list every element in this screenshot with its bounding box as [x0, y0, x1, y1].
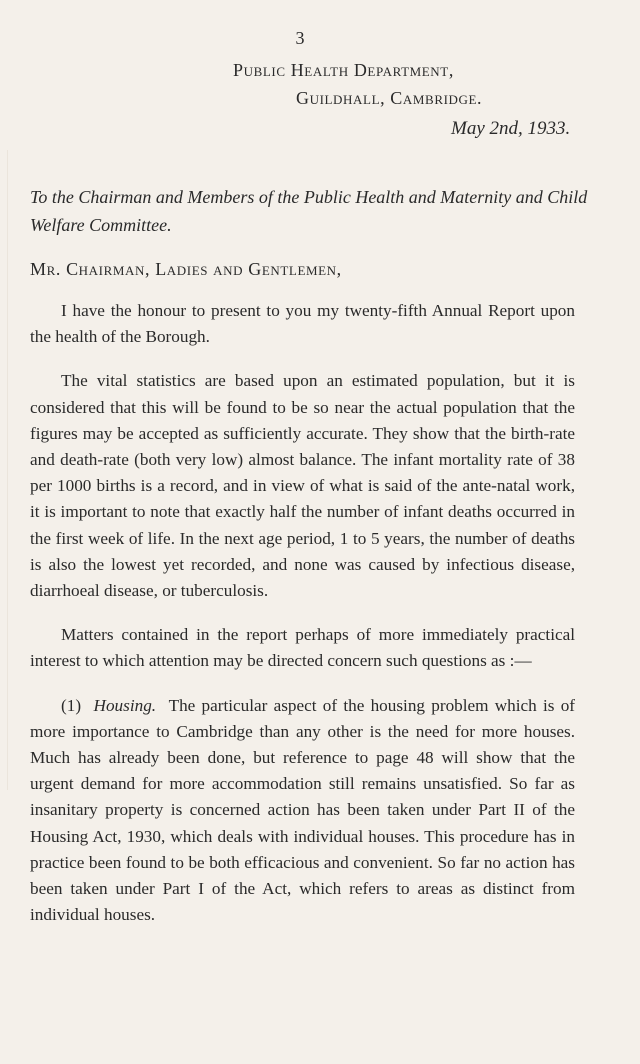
page-number: 3 [295, 28, 305, 48]
housing-heading: Housing. [93, 695, 157, 715]
paragraph-matters: Matters contained in the report perhaps of more immediately practical interest to which attention may be directed concern such questions as :— [30, 625, 575, 671]
page-fold-shadow [7, 150, 8, 790]
address-line: Guildhall, Cambridge. [296, 88, 483, 108]
paragraph-vital-statistics: The vital statistics are based upon an estimated population, but it is considered that this will be found to be so near the actual population that the figures may be accepted as sufficiently accurate. They show that the birth-rate and death-rate (both very low) almost balance. The infant mortality rate of 38 per 1000 births is a record, and in view of what is said of the ante-natal work, it is important to note that exactly half the number of infant deaths occurred in the first week of life. In the next age period, 1 to 5 years, the number of deaths is also the lowest yet recorded, and none was caused by infectious disease, diarrhoeal disease, or tuberculosis. [30, 371, 575, 601]
salutation: Mr. Chairman, Ladies and Gentlemen, [30, 259, 342, 279]
letter-date: May 2nd, 1933. [451, 118, 571, 139]
department-line: Public Health Department, [233, 60, 454, 80]
paragraph-housing [30, 693, 575, 929]
housing-number: (1) [61, 695, 82, 715]
paragraph-intro: I have the honour to present to you my twenty-fifth Annual Report upon the health of the Borough. [30, 301, 575, 347]
report-body [30, 298, 575, 928]
addressee: To the Chairman and Members of the Public Health and Maternity and Child Welfare Committee. [30, 187, 588, 235]
housing-text: The particular aspect of the housing problem which is of more importance to Cambridge than any other is the need for more houses. Much has already been done, but reference to page 48 will show that the urgent demand for more accommodation still remains unsatisfied. So far as insanitary property is concerned action has been taken under Part II of the Housing Act, 1930, which deals with individual houses. This procedure has in practice been found to be both efficacious and convenient. So far no action has been taken under Part I of the Act, which refers to areas as distinct from individual houses. [30, 695, 576, 925]
